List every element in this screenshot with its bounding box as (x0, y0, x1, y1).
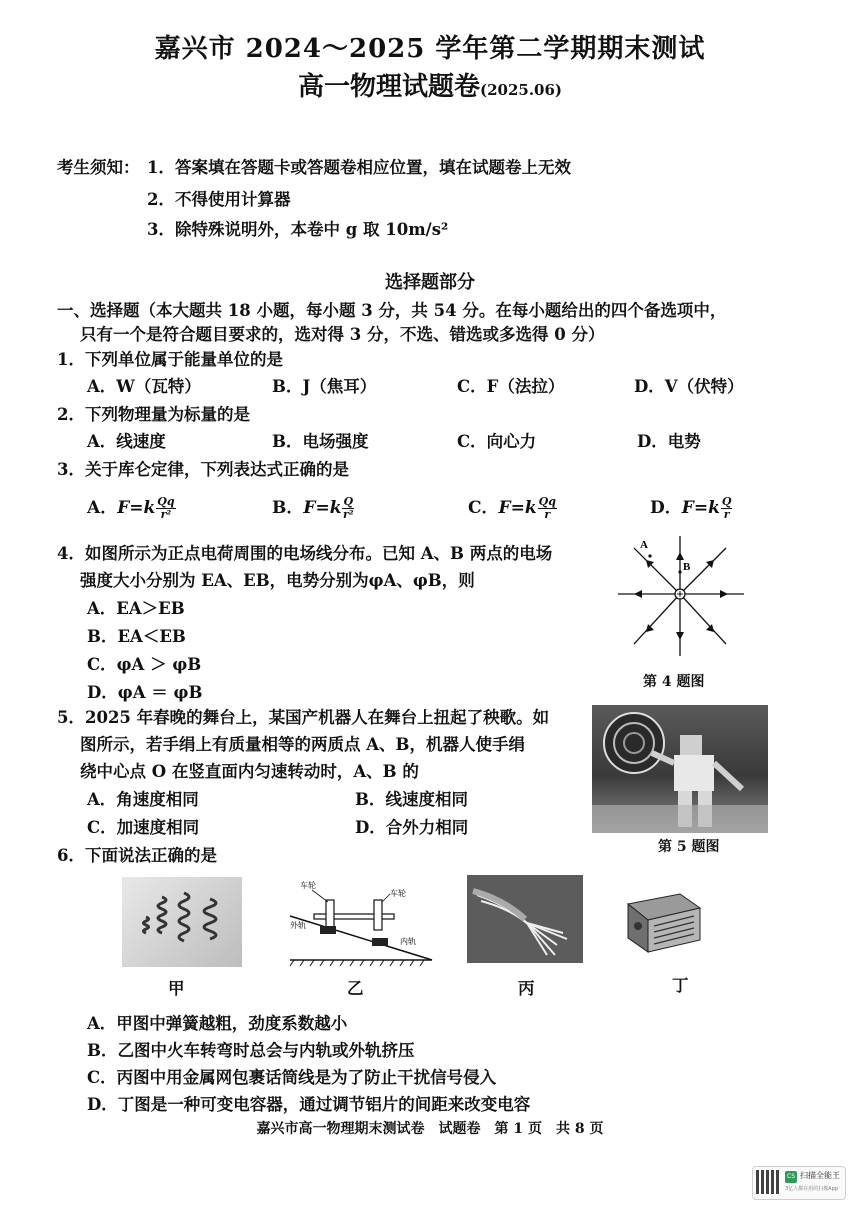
q2-option-b: B．电场强度 (272, 432, 369, 451)
q5-option-d: D．合外力相同 (355, 818, 469, 837)
qr-code-icon (756, 1170, 780, 1194)
exam-subtitle (0, 66, 860, 103)
springs-photo (122, 877, 242, 967)
q5-figure-caption: 第 5 题图 (658, 839, 720, 855)
shielded-cable-photo (467, 875, 583, 963)
q2-option-a: A．线速度 (87, 432, 166, 451)
scanner-title: 扫描全能王 (800, 1171, 840, 1180)
section-title: 选择题部分 (385, 272, 475, 293)
q5-stem-line3: 绕中心点 O 在竖直面内匀速转动时，A、B 的 (80, 762, 419, 781)
q4-option-a: A．EA＞EB (87, 599, 185, 618)
q4-option-c: C．φA ＞ φB (87, 655, 202, 674)
q3-option-b: B．F=k $\frac{Q}{\text{r²}}$ (272, 495, 354, 521)
q4-stem-line1: 4．如图所示为正点电荷周围的电场线分布。已知 A、B 两点的电场 (57, 544, 553, 563)
inner-rail-label: 内轨 (400, 937, 416, 946)
notice-item-3: 3．除特殊说明外，本卷中 g 取 10m/s² (147, 220, 449, 239)
q3-option-d: D．F=k $\frac{Q}{r}$ (650, 495, 732, 521)
exam-date: (2025.06) (479, 81, 563, 99)
exam-title: 嘉兴市 2024～2025 学年第二学期期末测试 (154, 34, 706, 64)
notice-item-2: 2．不得使用计算器 (147, 190, 291, 209)
q6-stem: 6．下面说法正确的是 (57, 846, 217, 865)
field-lines-diagram (610, 528, 750, 668)
scanner-logo-icon: CS (785, 1171, 797, 1183)
wheel-left-label: 车轮 (300, 881, 316, 890)
outer-rail-label: 外轨 (290, 921, 306, 930)
q2-option-c: C．向心力 (457, 432, 537, 451)
q4-option-b: B．EA＜EB (87, 627, 186, 646)
q6-option-a: A．甲图中弹簧越粗，劲度系数越小 (87, 1014, 348, 1033)
q3-option-a: A．F=k $\frac{Qq}{\text{r²}}$ (87, 495, 175, 521)
q3-option-c: C．F=k $\frac{Qq}{r}$ (468, 495, 556, 521)
subject-title: 高一物理试题卷 (297, 72, 480, 102)
q4-figure-caption: 第 4 题图 (643, 674, 705, 690)
q1-option-a: A．W（瓦特） (87, 377, 201, 396)
q4-option-d: D．φA ＝ φB (87, 683, 203, 702)
q2-stem: 2．下列物理量为标量的是 (57, 405, 250, 424)
figure-yi-label: 乙 (347, 979, 364, 998)
figure-bing-label: 丙 (518, 979, 535, 998)
point-a-label: A (640, 539, 648, 551)
q5-stem-line1: 5．2025 年春晚的舞台上，某国产机器人在舞台上扭起了秧歌。如 (57, 708, 550, 727)
wheel-right-label: 车轮 (390, 889, 406, 898)
scanner-watermark (752, 1166, 846, 1200)
q6-option-c: C．丙图中用金属网包裹话筒线是为了防止干扰信号侵入 (87, 1068, 497, 1087)
robot-photo (592, 705, 768, 833)
figure-jia-label: 甲 (168, 979, 185, 998)
notice-label: 考生须知： (57, 158, 140, 177)
part1-instructions-line1: 一、选择题（本大题共 18 小题，每小题 3 分，共 54 分。在每小题给出的四个备选项中， (57, 301, 727, 320)
q3-stem: 3．关于库仑定律，下列表达式正确的是 (57, 460, 349, 479)
q1-option-d: D．V（伏特） (634, 377, 744, 396)
part1-instructions-line2: 只有一个是符合题目要求的，选对得 3 分，不选、错选或多选得 0 分） (80, 325, 605, 344)
scanner-subtitle: 3亿人都在用的扫描App (785, 1186, 838, 1192)
q6-option-d: D．丁图是一种可变电容器，通过调节铝片的间距来改变电容 (87, 1095, 531, 1114)
q5-option-c: C．加速度相同 (87, 818, 200, 837)
figure-ding-label: 丁 (672, 976, 689, 995)
q5-option-a: A．角速度相同 (87, 790, 199, 809)
q5-option-b: B．线速度相同 (355, 790, 468, 809)
q1-option-c: C．F（法拉） (457, 377, 565, 396)
q6-option-b: B．乙图中火车转弯时总会与内轨或外轨挤压 (87, 1041, 415, 1060)
q5-stem-line2: 图所示，若手绢上有质量相等的两质点 A、B，机器人使手绢 (80, 735, 525, 754)
train-track-diagram (286, 872, 434, 968)
page-footer: 嘉兴市高一物理期末测试卷 试题卷 第 1 页 共 8 页 (256, 1121, 604, 1137)
q2-option-d: D．电势 (637, 432, 701, 451)
q1-stem: 1．下列单位属于能量单位的是 (57, 350, 283, 369)
q1-option-b: B．J（焦耳） (272, 377, 377, 396)
point-b-label: B (683, 561, 691, 573)
q4-stem-line2: 强度大小分别为 EA、EB，电势分别为φA、φB，则 (80, 571, 475, 590)
variable-capacitor-photo (620, 880, 708, 958)
notice-item-1: 1．答案填在答题卡或答题卷相应位置，填在试题卷上无效 (147, 158, 571, 177)
